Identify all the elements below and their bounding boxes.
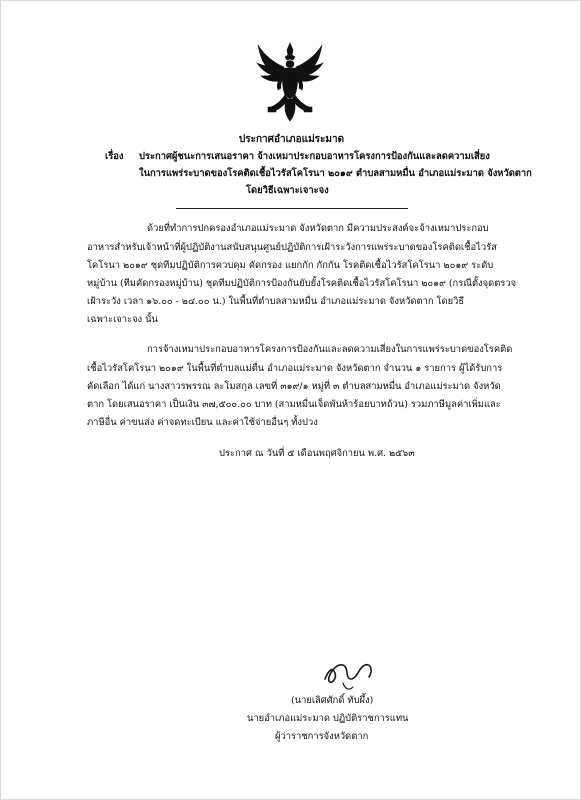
subject-label: เรื่อง [105,151,124,162]
paragraph1-line: หมู่บ้าน (ทีมคัดกรองหมู่บ้าน) ชุดทีมปฏิบัติการป้องกันยับยั้งโรคติดเชื้อไวรัสโคโรนา ๒๐๑๙ (กรณีตั้งจุดตรวจ [87,278,517,289]
paragraph2-line: เชื้อไวรัสโคโรนา ๒๐๑๙ ในพื้นที่ตำบลแม่ตื่น อำเภอแม่ระมาด จังหวัดตาก จำนวน ๑ รายการ ผู้ได้รับการ [87,363,503,374]
handwritten-signature [319,649,379,695]
paragraph2-line: ภาษีอื่น ค่าขนส่ง ค่าจดทะเบียน และค่าใช้จ่ายอื่นๆ ทั้งปวง [87,417,318,428]
subject-line-2: ในการแพร่ระบาดของโรคติดเชื้อไวรัสโคโรนา ๒๐๑๙ ตำบลสามหมื่น อำเภอแม่ระมาด จังหวัดตาก [139,168,532,179]
garuda-emblem-icon [254,41,326,123]
signatory-position-1: นายอำเภอแม่ระมาด ปฏิบัติราชการแทน [247,713,409,724]
paragraph1-line: โคโรนา ๒๐๑๙ ชุดทีมปฏิบัติการควบคุม คัดกรอง แยกกัก กักกัน โรคติดเชื้อไวรัสโคโรนา ๒๐๑๙ ระดับ [87,260,494,271]
paragraph2-line: ตาก โดยเสนอราคา เป็นเงิน ๓๗,๕๐๐.๐๐ บาท (สามหมื่นเจ็ดพันห้าร้อยบาทถ้วน) รวมภาษีมูลค่าเพิ่มและ [87,399,501,410]
document-title: ประกาศอำเภอแม่ระมาด [238,134,345,145]
signatory-position-2: ผู้ว่าราชการจังหวัดตาก [275,731,369,742]
paragraph2-line: การจ้างเหมาประกอบอาหารโครงการป้องกันและลดความเสี่ยงในการแพร่ระบาดของโรคติด [147,344,513,355]
title-divider [176,208,408,209]
paragraph1-line: เฉพาะเจาะจง นั้น [87,314,158,325]
paragraph1-line: เฝ้าระวัง เวลา ๑๖.๐๐ - ๒๔.๐๐ น.) ในพื้นที่ตำบลสามหมื่น อำเภอแม่ระมาด จังหวัดตาก โดยวิธี [87,296,465,307]
paragraph1-line: ด้วยที่ทำการปกครองอำเภอแม่ระมาด จังหวัดตาก มีความประสงค์จะจ้างเหมาประกอบ [147,223,489,234]
paragraph1-line: อาหารสำหรับเจ้าหน้าที่ผู้ปฏิบัติงานสนับสนุนศูนย์ปฏิบัติการเฝ้าระวังการแพร่ระบาดของโรคติดเชื้อไวรัส [87,242,497,253]
paragraph2-line: คัดเลือก ได้แก่ นางสาวรพรรณ ละโมสกุล เลขที่ ๓๑๙/๑ หมู่ที่ ๓ ตำบลสามหมื่น อำเภอแม่ระมาด จังหวัด [87,381,501,392]
signatory-name: (นายเลิศศักดิ์ ทับผึ้ง) [291,695,374,706]
subject-line-3: โดยวิธีเฉพาะเจาะจง [246,185,329,196]
announcement-date: ประกาศ ณ วันที่ ๕ เดือนพฤศจิกายน พ.ศ. ๒๕๖๓ [219,448,415,459]
subject-line-1: ประกาศผู้ชนะการเสนอราคา จ้างเหมาประกอบอาหารโครงการป้องกันและลดความเสี่ยง [139,151,490,162]
